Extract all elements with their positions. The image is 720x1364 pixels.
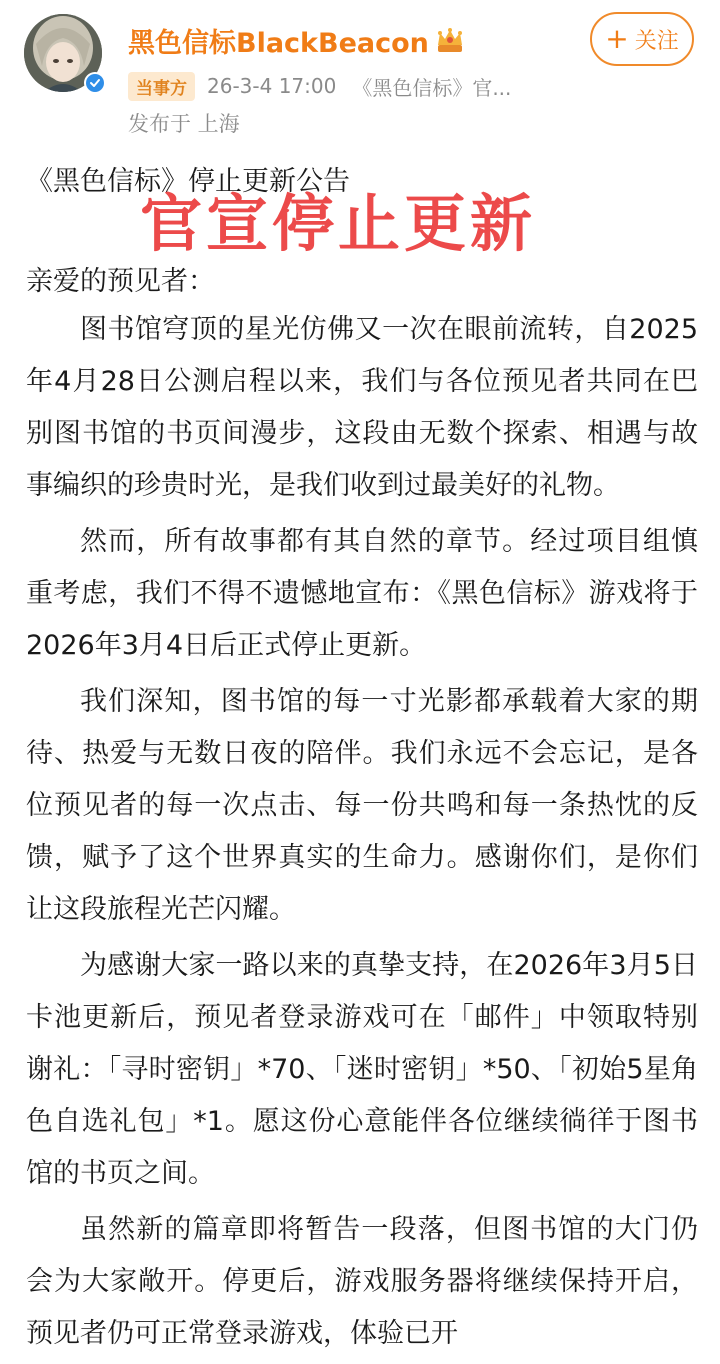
verified-icon xyxy=(84,72,106,94)
post-meta xyxy=(128,72,511,100)
crown-icon xyxy=(435,26,465,54)
paragraph: 我们深知，图书馆的每一寸光影都承载着大家的期待、热爱与无数日夜的陪伴。我们永远不会忘记，是各位预见者的每一次点击、每一份共鸣和每一条热忱的反馈，赋予了这个世界真实的生命力。感谢你们，是你们让这段旅程光芒闪耀。 xyxy=(26,686,698,925)
paragraph: 然而，所有故事都有其自然的章节。经过项目组慎重考虑，我们不得不遗憾地宣布：《黑色信标》游戏将于2026年3月4日后正式停止更新。 xyxy=(26,526,698,661)
post-location: 发布于 上海 xyxy=(128,112,240,136)
status-badge: 当事方 xyxy=(128,72,195,101)
greeting: 亲爱的预见者： xyxy=(26,266,215,297)
paragraph: 图书馆穹顶的星光仿佛又一次在眼前流转，自2025年4月28日公测启程以来，我们与各位预见者共同在巴别图书馆的书页间漫步，这段由无数个探索、相遇与故事编织的珍贵时光，是我们收到过最美好的礼物。 xyxy=(26,314,698,501)
avatar[interactable] xyxy=(24,14,106,96)
username-row xyxy=(128,20,465,60)
post-content xyxy=(26,160,698,1364)
paragraph: 为感谢大家一路以来的真挚支持，在2026年3月5日卡池更新后，预见者登录游戏可在「邮件」中领取特别谢礼：「寻时密钥」*70、「迷时密钥」*50、「初始5星角色自选礼包」*1。愿这份心意能伴各位继续徜徉于图书馆的书页之间。 xyxy=(26,950,698,1189)
post-title: 《黑色信标》停止更新公告 xyxy=(26,166,350,197)
post-source[interactable]: 《黑色信标》官... xyxy=(352,75,512,100)
paragraph: 虽然新的篇章即将暂告一段落，但图书馆的大门仍会为大家敞开。停更后，游戏服务器将继续保持开启，预见者仍可正常登录游戏，体验已开 xyxy=(26,1214,698,1349)
plus-icon: + xyxy=(605,22,629,55)
post-time: 26-3-4 17:00 xyxy=(207,74,337,98)
follow-button[interactable] xyxy=(590,12,694,66)
overlay-caption: 官宣停止更新 xyxy=(140,187,537,260)
follow-label: 关注 xyxy=(634,28,679,54)
post-header xyxy=(0,0,720,150)
username[interactable]: 黑色信标BlackBeacon xyxy=(128,27,429,59)
